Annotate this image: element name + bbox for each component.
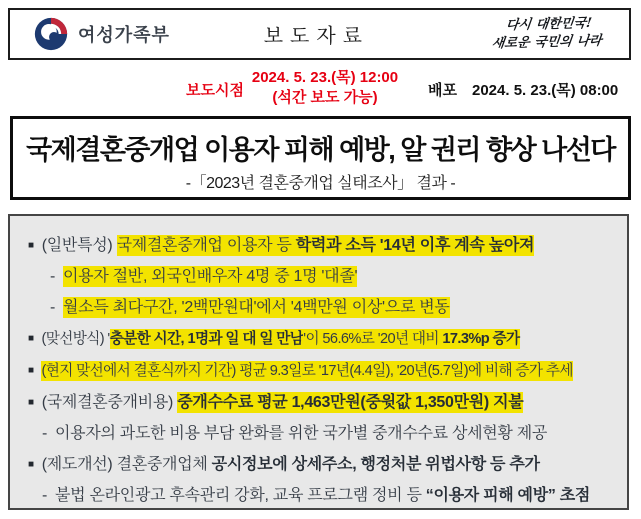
distribution-datetime: 2024. 5. 23.(목) 08:00 (472, 82, 619, 99)
summary-text-segment: 충분한 시간, 1명과 일 대 일 만남 (109, 331, 304, 347)
square-bullet: ■ (28, 397, 34, 408)
summary-box (8, 214, 629, 510)
dash-bullet: - (42, 425, 48, 442)
header-box (8, 8, 631, 60)
summary-text-segment: (제도개선) 결혼중개업체 (41, 456, 212, 473)
summary-text-segment: “이용자 피해 예방” 초점 (425, 487, 591, 504)
government-emblem-icon (34, 17, 68, 51)
government-slogan (491, 15, 605, 53)
press-release-subtitle: -「2023년 결혼중개업 실태조사」 결과 - (185, 175, 456, 192)
summary-text-segment: 공시정보에 상세주소, 행정처분 위법사항 등 추가 (211, 456, 540, 473)
summary-text-segment: 학력과 소득 '14년 이후 계속 높아져 (295, 237, 535, 254)
summary-text-segment: (맞선방식) ' (41, 331, 110, 347)
summary-text-segment: '이 56.6%로 '20년 대비 (303, 331, 443, 347)
release-datetime (240, 68, 410, 108)
square-bullet: ■ (28, 240, 34, 251)
summary-line (10, 323, 627, 355)
square-bullet: ■ (28, 333, 34, 344)
square-bullet: ■ (28, 365, 34, 376)
summary-line (10, 292, 627, 323)
ministry-name: 여성가족부 (78, 25, 170, 45)
summary-text-segment: 이용자의 과도한 비용 부담 완화를 위한 국가별 중개수수료 상세현황 제공 (55, 425, 548, 442)
summary-line (10, 418, 627, 449)
summary-line (10, 230, 627, 261)
dash-bullet: - (50, 299, 56, 316)
summary-text-segment: 월소득 최다구간, '2백만원대'에서 '4백만원 이상'으로 변동 (63, 299, 450, 316)
summary-text-segment: 중개수수료 평균 1,463만원(중윗값 1,350만원) 지불 (177, 394, 524, 411)
summary-text-segment: (국제결혼중개비용) (41, 394, 178, 411)
summary-text-segment: (일반특성) (41, 237, 117, 254)
summary-line (10, 355, 627, 387)
summary-text-segment: 불법 온라인광고 후속관리 강화, 교육 프로그램 정비 등 (55, 487, 426, 504)
square-bullet: ■ (28, 459, 34, 470)
summary-line (10, 480, 627, 510)
press-timing-row (0, 68, 641, 110)
summary-text-segment: 이용자 절반, 외국인배우자 4명 중 1명 '대졸' (63, 268, 358, 285)
title-box (10, 116, 631, 200)
distribution-label: 배포 (428, 82, 457, 99)
document-type-label: 보도자료 (263, 25, 369, 48)
summary-text-segment: (현지 맞선에서 결혼식까지 기간) 평균 9.3일로 '17년(4.4일), '20년(5.7일)에 비해 증가 추세 (41, 363, 573, 379)
release-datetime-value: 2024. 5. 23.(목) 12:00 (251, 69, 399, 86)
summary-line (10, 449, 627, 480)
summary-line (10, 261, 627, 292)
summary-line (10, 387, 627, 418)
dash-bullet: - (50, 268, 56, 285)
summary-text-segment: 국제결혼중개업 이용자 등 (116, 237, 296, 254)
release-time-label: 보도시점 (186, 82, 244, 99)
dash-bullet: - (42, 487, 48, 504)
press-release-title: 국제결혼중개업 이용자 피해 예방, 알 권리 향상 나선다 (26, 135, 615, 165)
summary-text-segment: 17.3%p 증가 (442, 331, 520, 347)
slogan-line-1: 다시 대한민국! (505, 16, 594, 34)
release-note: (석간 보도 가능) (272, 89, 378, 106)
slogan-line-2: 새로운 국민의 나라 (491, 33, 604, 52)
